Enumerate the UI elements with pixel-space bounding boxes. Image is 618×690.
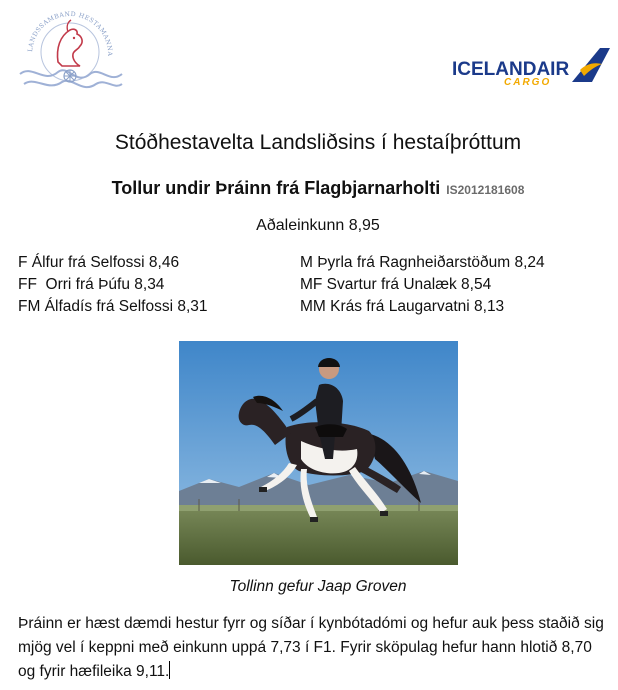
horse-rider-photo-icon [179,341,458,565]
horse-heading [0,178,618,199]
seal-arc-text: LANDSSAMBAND HESTAMANNA [27,10,114,57]
pedigree-sire-side [18,252,208,318]
description-text: Þráinn er hæst dæmdi hestur fyrr og síðar í kynbótadómi og hefur auk þess staðið sig mjög vel í keppni með einkunn uppá 7,73 í F1. Fyrir sköpulag hefur hann hlotið 8,70 og fyrir hæfileika 9,11. [18,615,604,680]
pedigree-line: F Álfur frá Selfossi 8,46 [18,254,180,271]
pedigree-line: M Þyrla frá Ragnheiðarstöðum 8,24 [300,254,545,271]
pedigree-dam-side [300,252,545,318]
logo-word-icelandair: ICELANDAIR [452,59,570,80]
photo-caption: Tollinn gefur Jaap Groven [229,578,407,595]
pedigree-line: FF Orri frá Þúfu 8,34 [18,276,165,293]
pedigree-line: MM Krás frá Laugarvatni 8,13 [300,298,505,315]
pedigree-line: MF Svartur frá Unalæk 8,54 [300,276,492,293]
icelandair-cargo-logo-icon [452,46,610,86]
pedigree-line: FM Álfadís frá Selfossi 8,31 [18,298,208,315]
text-cursor [169,661,170,679]
logo-word-cargo: CARGO [504,77,552,86]
horse-registration-number: IS2012181608 [446,183,525,197]
landssamband-hestamannafelaga-seal-icon [14,4,126,96]
main-score: Aðaleinkunn 8,95 [256,217,380,234]
description-paragraph[interactable] [18,612,606,684]
horse-name: Tollur undir Þráinn frá Flagbjarnarholti [111,178,441,198]
page-title: Stóðhestavelta Landsliðsins í hestaíþróttum [114,131,522,154]
